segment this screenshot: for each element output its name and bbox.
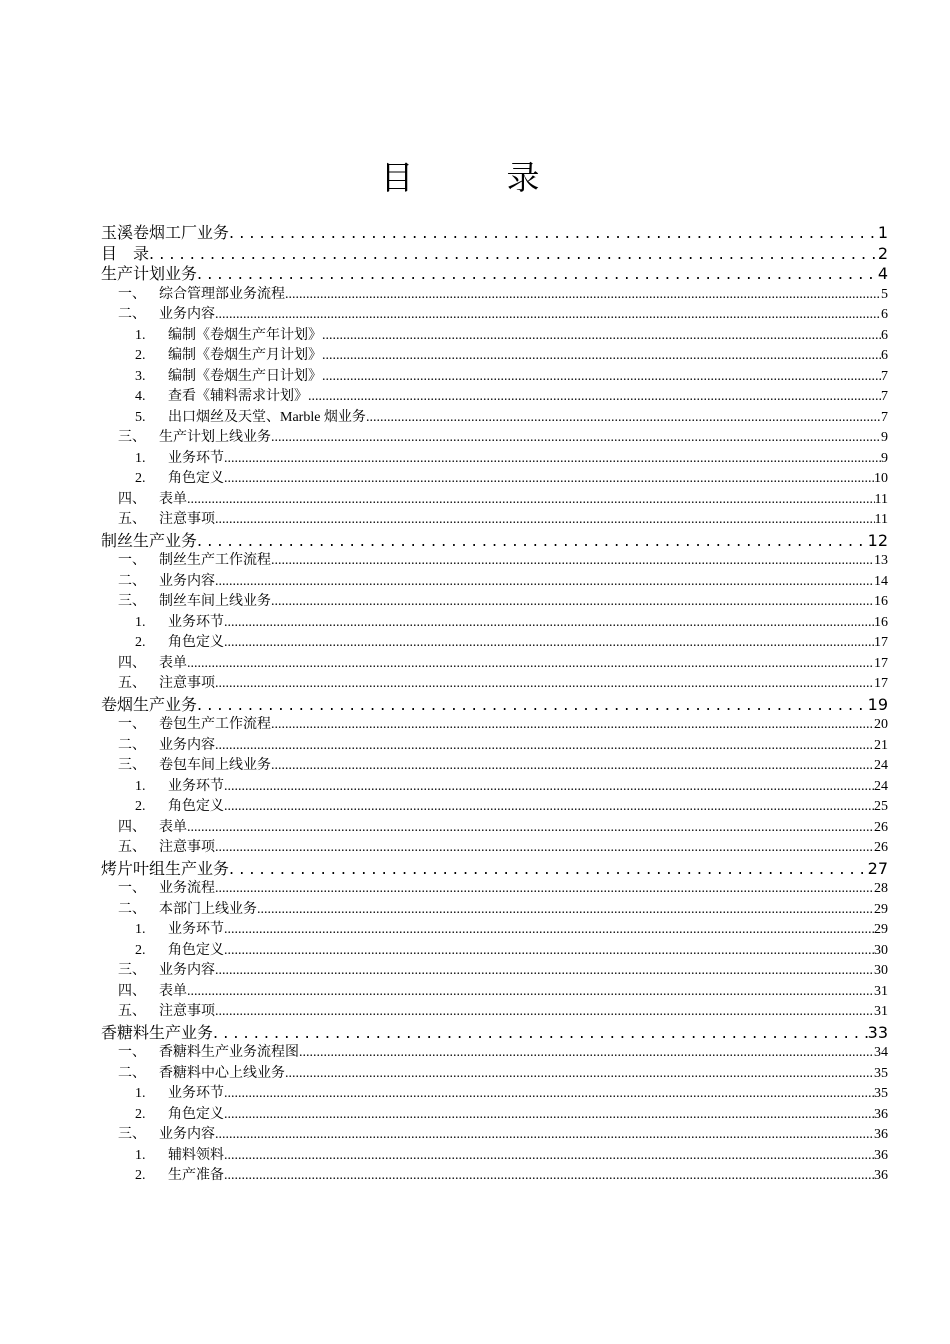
toc-entry-number: 2. bbox=[135, 471, 146, 486]
toc-entry-number: 一、 bbox=[118, 553, 146, 568]
toc-entry-number: 三、 bbox=[118, 594, 146, 609]
toc-entry-page-number: 35 bbox=[874, 1086, 888, 1101]
toc-dot-leader bbox=[215, 572, 874, 593]
toc-dot-leader bbox=[224, 633, 874, 654]
toc-entry[interactable] bbox=[101, 572, 888, 593]
toc-entry[interactable] bbox=[101, 777, 888, 798]
toc-dot-leader bbox=[285, 285, 881, 306]
toc-entry-label: 出口烟丝及天堂、Marble 烟业务 bbox=[168, 409, 366, 425]
toc-entry[interactable] bbox=[101, 510, 888, 531]
toc-entry-page-number: 21 bbox=[874, 737, 888, 753]
toc-entry[interactable] bbox=[101, 982, 888, 1003]
toc-dot-leader bbox=[229, 223, 878, 244]
toc-dot-leader bbox=[322, 326, 881, 347]
toc-entry-label: 制丝生产业务 bbox=[101, 530, 198, 550]
toc-entry-page-number: 30 bbox=[874, 963, 888, 978]
toc-entry-page-number: 13 bbox=[874, 553, 888, 568]
toc-dot-leader bbox=[224, 777, 874, 798]
toc-dot-leader bbox=[197, 531, 868, 552]
toc-entry[interactable] bbox=[101, 551, 888, 572]
toc-entry-number: 五、 bbox=[118, 1004, 146, 1019]
toc-entry-page-number: 34 bbox=[874, 1045, 888, 1060]
toc-entry-number: 三、 bbox=[118, 430, 146, 445]
toc-dot-leader bbox=[285, 1064, 874, 1085]
toc-entry[interactable] bbox=[101, 797, 888, 818]
toc-entry[interactable] bbox=[101, 961, 888, 982]
toc-dot-leader bbox=[322, 367, 881, 388]
toc-entry-label: 卷包生产工作流程 bbox=[159, 717, 271, 732]
toc-dot-leader bbox=[224, 449, 881, 470]
toc-entry-page-number: 28 bbox=[874, 881, 888, 896]
toc-entry-number: 五、 bbox=[118, 840, 146, 855]
toc-entry-number: 四、 bbox=[118, 819, 146, 835]
toc-entry-number: 1. bbox=[135, 614, 146, 630]
toc-dot-leader bbox=[271, 756, 874, 777]
toc-entry-page-number: 36 bbox=[874, 1147, 888, 1163]
toc-entry[interactable] bbox=[101, 1043, 888, 1064]
toc-dot-leader bbox=[215, 1002, 874, 1023]
toc-entry[interactable] bbox=[101, 449, 888, 470]
toc-entry[interactable] bbox=[101, 674, 888, 695]
toc-entry-page-number: 5 bbox=[881, 286, 888, 302]
toc-dot-leader bbox=[187, 490, 875, 511]
toc-entry-page-number: 7 bbox=[881, 409, 888, 425]
toc-entry-number: 1. bbox=[135, 778, 146, 794]
toc-entry-page-number: 12 bbox=[867, 530, 888, 550]
toc-entry-label: 卷烟生产业务 bbox=[101, 694, 198, 714]
toc-entry-page-number: 31 bbox=[874, 1004, 888, 1019]
toc-entry-page-number: 26 bbox=[874, 840, 888, 855]
toc-dot-leader bbox=[187, 818, 874, 839]
toc-entry[interactable] bbox=[101, 879, 888, 900]
toc-dot-leader bbox=[271, 715, 874, 736]
toc-entry[interactable] bbox=[101, 613, 888, 634]
toc-entry-label: 卷包车间上线业务 bbox=[159, 758, 271, 773]
toc-dot-leader bbox=[224, 797, 874, 818]
toc-entry-label: 角色定义 bbox=[168, 942, 224, 958]
toc-entry-number: 3. bbox=[135, 368, 146, 384]
toc-entry-label: 业务环节 bbox=[168, 1086, 224, 1101]
toc-entry-page-number: 17 bbox=[874, 655, 888, 671]
toc-entry[interactable] bbox=[101, 756, 888, 777]
toc-entry-number: 1. bbox=[135, 1086, 146, 1101]
toc-dot-leader bbox=[224, 1084, 874, 1105]
toc-entry-label: 香糖料生产业务 bbox=[101, 1022, 214, 1042]
toc-dot-leader bbox=[257, 900, 874, 921]
toc-entry-label: 业务环节 bbox=[168, 614, 224, 630]
toc-entry-number: 二、 bbox=[118, 573, 146, 589]
toc-entry-label: 综合管理部业务流程 bbox=[159, 286, 285, 302]
toc-entry[interactable] bbox=[101, 305, 888, 326]
toc-entry-number: 2. bbox=[135, 348, 146, 363]
toc-entry-label: 生产计划上线业务 bbox=[159, 430, 271, 445]
toc-entry-label: 编制《卷烟生产日计划》 bbox=[168, 368, 322, 384]
toc-entry[interactable] bbox=[101, 633, 888, 654]
toc-entry-number: 1. bbox=[135, 1147, 146, 1163]
toc-entry-number: 4. bbox=[135, 389, 146, 404]
toc-entry-page-number: 25 bbox=[874, 799, 888, 814]
toc-entry-number: 一、 bbox=[118, 1045, 146, 1060]
toc-dot-leader bbox=[215, 305, 881, 326]
toc-entry-number: 一、 bbox=[118, 286, 146, 302]
toc-entry-page-number: 24 bbox=[874, 758, 888, 773]
toc-entry-label: 生产准备 bbox=[168, 1168, 224, 1183]
toc-entry-number: 2. bbox=[135, 1106, 146, 1122]
toc-entry-page-number: 6 bbox=[881, 327, 888, 343]
toc-entry-label: 编制《卷烟生产月计划》 bbox=[168, 348, 322, 363]
toc-entry-label: 业务环节 bbox=[168, 922, 224, 937]
toc-entry-number: 四、 bbox=[118, 655, 146, 671]
toc-entry-page-number: 36 bbox=[874, 1168, 888, 1183]
toc-entry[interactable] bbox=[101, 654, 888, 675]
toc-dot-leader bbox=[308, 387, 881, 408]
toc-entry[interactable] bbox=[101, 428, 888, 449]
toc-entry-page-number: 33 bbox=[867, 1022, 888, 1042]
toc-dot-leader bbox=[215, 510, 875, 531]
toc-dot-leader bbox=[271, 551, 874, 572]
toc-entry-label: 角色定义 bbox=[168, 635, 224, 650]
toc-entry-label: 表单 bbox=[159, 491, 187, 507]
toc-entry-page-number: 6 bbox=[881, 348, 888, 363]
toc-entry-label: 目 录 bbox=[101, 243, 150, 263]
toc-entry[interactable] bbox=[101, 531, 888, 552]
toc-entry-label: 本部门上线业务 bbox=[159, 901, 257, 917]
toc-entry-label: 注意事项 bbox=[159, 512, 215, 527]
toc-entry[interactable] bbox=[101, 1002, 888, 1023]
toc-dot-leader bbox=[215, 736, 874, 757]
toc-dot-leader bbox=[149, 244, 878, 265]
toc-entry[interactable] bbox=[101, 346, 888, 367]
toc-entry-page-number: 36 bbox=[874, 1127, 888, 1142]
toc-dot-leader bbox=[215, 1125, 874, 1146]
toc-entry[interactable] bbox=[101, 1146, 888, 1167]
toc-entry-number: 2. bbox=[135, 799, 146, 814]
toc-entry-label: 业务环节 bbox=[168, 778, 224, 794]
toc-dot-leader bbox=[187, 982, 874, 1003]
toc-entry[interactable] bbox=[101, 736, 888, 757]
toc-entry[interactable] bbox=[101, 223, 888, 244]
toc-entry[interactable] bbox=[101, 1125, 888, 1146]
toc-entry-number: 三、 bbox=[118, 758, 146, 773]
toc-entry-label: 香糖料生产业务流程图 bbox=[159, 1045, 299, 1060]
toc-dot-leader bbox=[213, 1023, 868, 1044]
toc-entry-page-number: 20 bbox=[874, 717, 888, 732]
toc-dot-leader bbox=[224, 613, 874, 634]
toc-dot-leader bbox=[215, 961, 874, 982]
toc-entry-label: 业务内容 bbox=[159, 963, 215, 978]
toc-entry-page-number: 7 bbox=[881, 368, 888, 384]
toc-entry-label: 辅料领料 bbox=[168, 1147, 224, 1163]
toc-entry-page-number: 2 bbox=[877, 243, 888, 263]
toc-entry-number: 2. bbox=[135, 635, 146, 650]
toc-dot-leader bbox=[224, 941, 874, 962]
toc-entry-label: 玉溪卷烟工厂业务 bbox=[101, 223, 230, 242]
toc-entry-label: 业务环节 bbox=[168, 450, 224, 466]
toc-entry-page-number: 11 bbox=[874, 491, 888, 507]
toc-entry-number: 四、 bbox=[118, 491, 146, 507]
toc-entry-label: 烤片叶组生产业务 bbox=[101, 858, 230, 878]
toc-dot-leader bbox=[366, 408, 881, 429]
toc-entry[interactable] bbox=[101, 1105, 888, 1126]
toc-entry[interactable] bbox=[101, 920, 888, 941]
toc-dot-leader bbox=[271, 428, 881, 449]
toc-dot-leader bbox=[299, 1043, 874, 1064]
toc-dot-leader bbox=[224, 469, 874, 490]
toc-dot-leader bbox=[229, 859, 868, 880]
toc-entry-label: 制丝生产工作流程 bbox=[159, 553, 271, 568]
toc-entry-label: 业务内容 bbox=[159, 573, 215, 589]
toc-entry-number: 5. bbox=[135, 409, 146, 425]
toc-entry-label: 表单 bbox=[159, 983, 187, 999]
toc-entry-page-number: 24 bbox=[874, 778, 888, 794]
toc-dot-leader bbox=[197, 695, 868, 716]
toc-entry[interactable] bbox=[101, 859, 888, 880]
toc-dot-leader bbox=[224, 920, 874, 941]
toc-entry-page-number: 11 bbox=[874, 512, 888, 527]
toc-entry-label: 业务流程 bbox=[159, 881, 215, 896]
toc-entry-label: 业务内容 bbox=[159, 307, 215, 322]
toc-entry-page-number: 19 bbox=[867, 694, 888, 714]
toc-entry-page-number: 6 bbox=[881, 307, 888, 322]
toc-dot-leader bbox=[215, 838, 874, 859]
toc-dot-leader bbox=[187, 654, 874, 675]
toc-entry-label: 香糖料中心上线业务 bbox=[159, 1065, 285, 1081]
toc-entry-label: 生产计划业务 bbox=[101, 264, 198, 283]
toc-entry-label: 制丝车间上线业务 bbox=[159, 594, 271, 609]
toc-entry-page-number: 31 bbox=[874, 983, 888, 999]
toc-entry-page-number: 17 bbox=[874, 635, 888, 650]
toc-entry-page-number: 36 bbox=[874, 1106, 888, 1122]
toc-entry-number: 1. bbox=[135, 922, 146, 937]
toc-entry-number: 五、 bbox=[118, 512, 146, 527]
toc-entry[interactable] bbox=[101, 264, 888, 285]
toc-entry[interactable] bbox=[101, 469, 888, 490]
toc-entry[interactable] bbox=[101, 592, 888, 613]
toc-dot-leader bbox=[215, 674, 874, 695]
toc-entry-number: 三、 bbox=[118, 963, 146, 978]
toc-entry-page-number: 10 bbox=[874, 471, 888, 486]
toc-entry[interactable] bbox=[101, 387, 888, 408]
toc-entry-number: 二、 bbox=[118, 901, 146, 917]
toc-entry-label: 业务内容 bbox=[159, 1127, 215, 1142]
toc-entry[interactable] bbox=[101, 408, 888, 429]
toc-entry-number: 一、 bbox=[118, 717, 146, 732]
toc-entry-page-number: 7 bbox=[881, 389, 888, 404]
toc-entry-number: 四、 bbox=[118, 983, 146, 999]
toc-entry[interactable] bbox=[101, 1084, 888, 1105]
toc-dot-leader bbox=[322, 346, 881, 367]
toc-entry-number: 1. bbox=[135, 327, 146, 343]
toc-entry[interactable] bbox=[101, 838, 888, 859]
toc-entry[interactable] bbox=[101, 1064, 888, 1085]
toc-entry[interactable] bbox=[101, 244, 888, 265]
toc-entry-page-number: 16 bbox=[874, 614, 888, 630]
toc-entry-page-number: 4 bbox=[877, 264, 888, 283]
toc-entry-number: 1. bbox=[135, 450, 146, 466]
toc-entry-page-number: 30 bbox=[874, 942, 888, 958]
toc-entry[interactable] bbox=[101, 900, 888, 921]
toc-entry-label: 角色定义 bbox=[168, 1106, 224, 1122]
toc-entry-page-number: 9 bbox=[881, 430, 888, 445]
toc-dot-leader bbox=[224, 1146, 874, 1167]
toc-entry-page-number: 17 bbox=[874, 676, 888, 691]
toc-entry[interactable] bbox=[101, 367, 888, 388]
toc-entry[interactable] bbox=[101, 941, 888, 962]
toc-entry[interactable] bbox=[101, 1023, 888, 1044]
toc-entry-label: 表单 bbox=[159, 819, 187, 835]
toc-entry-label: 业务内容 bbox=[159, 737, 215, 753]
toc-dot-leader bbox=[197, 264, 878, 285]
toc-entry-page-number: 9 bbox=[881, 450, 888, 466]
toc-entry[interactable] bbox=[101, 695, 888, 716]
toc-entry[interactable] bbox=[101, 818, 888, 839]
toc-entry-page-number: 35 bbox=[874, 1065, 888, 1081]
toc-entry-page-number: 29 bbox=[874, 922, 888, 937]
toc-entry-label: 角色定义 bbox=[168, 471, 224, 486]
toc-entry-number: 二、 bbox=[118, 307, 146, 322]
toc-dot-leader bbox=[224, 1105, 874, 1126]
toc-dot-leader bbox=[271, 592, 874, 613]
toc-entry-label: 注意事项 bbox=[159, 840, 215, 855]
toc-entry-label: 编制《卷烟生产年计划》 bbox=[168, 327, 322, 343]
toc-entry-number: 2. bbox=[135, 942, 146, 958]
toc-entry-number: 一、 bbox=[118, 881, 146, 896]
page-title: 目 录 bbox=[380, 158, 570, 197]
toc-entry-label: 注意事项 bbox=[159, 676, 215, 691]
toc-entry[interactable] bbox=[101, 326, 888, 347]
toc-dot-leader bbox=[215, 879, 874, 900]
toc-entry[interactable] bbox=[101, 1166, 888, 1187]
toc-entry-number: 2. bbox=[135, 1168, 146, 1183]
toc-entry-number: 三、 bbox=[118, 1127, 146, 1142]
toc-entry-number: 二、 bbox=[118, 737, 146, 753]
toc-entry-page-number: 27 bbox=[867, 858, 888, 878]
toc-entry-label: 注意事项 bbox=[159, 1004, 215, 1019]
toc-entry-page-number: 14 bbox=[874, 573, 888, 589]
toc-entry-label: 查看《辅料需求计划》 bbox=[168, 389, 308, 404]
toc-entry-page-number: 29 bbox=[874, 901, 888, 917]
toc-dot-leader bbox=[224, 1166, 874, 1187]
toc-entry-number: 二、 bbox=[118, 1065, 146, 1081]
toc-entry-page-number: 16 bbox=[874, 594, 888, 609]
toc-entry-label: 角色定义 bbox=[168, 799, 224, 814]
toc-entry-page-number: 26 bbox=[874, 819, 888, 835]
toc-entry-page-number: 1 bbox=[877, 223, 888, 242]
toc-entry[interactable] bbox=[101, 715, 888, 736]
toc-entry[interactable] bbox=[101, 285, 888, 306]
toc-entry[interactable] bbox=[101, 490, 888, 511]
table-of-contents bbox=[101, 223, 888, 1187]
toc-entry-label: 表单 bbox=[159, 655, 187, 671]
toc-entry-number: 五、 bbox=[118, 676, 146, 691]
